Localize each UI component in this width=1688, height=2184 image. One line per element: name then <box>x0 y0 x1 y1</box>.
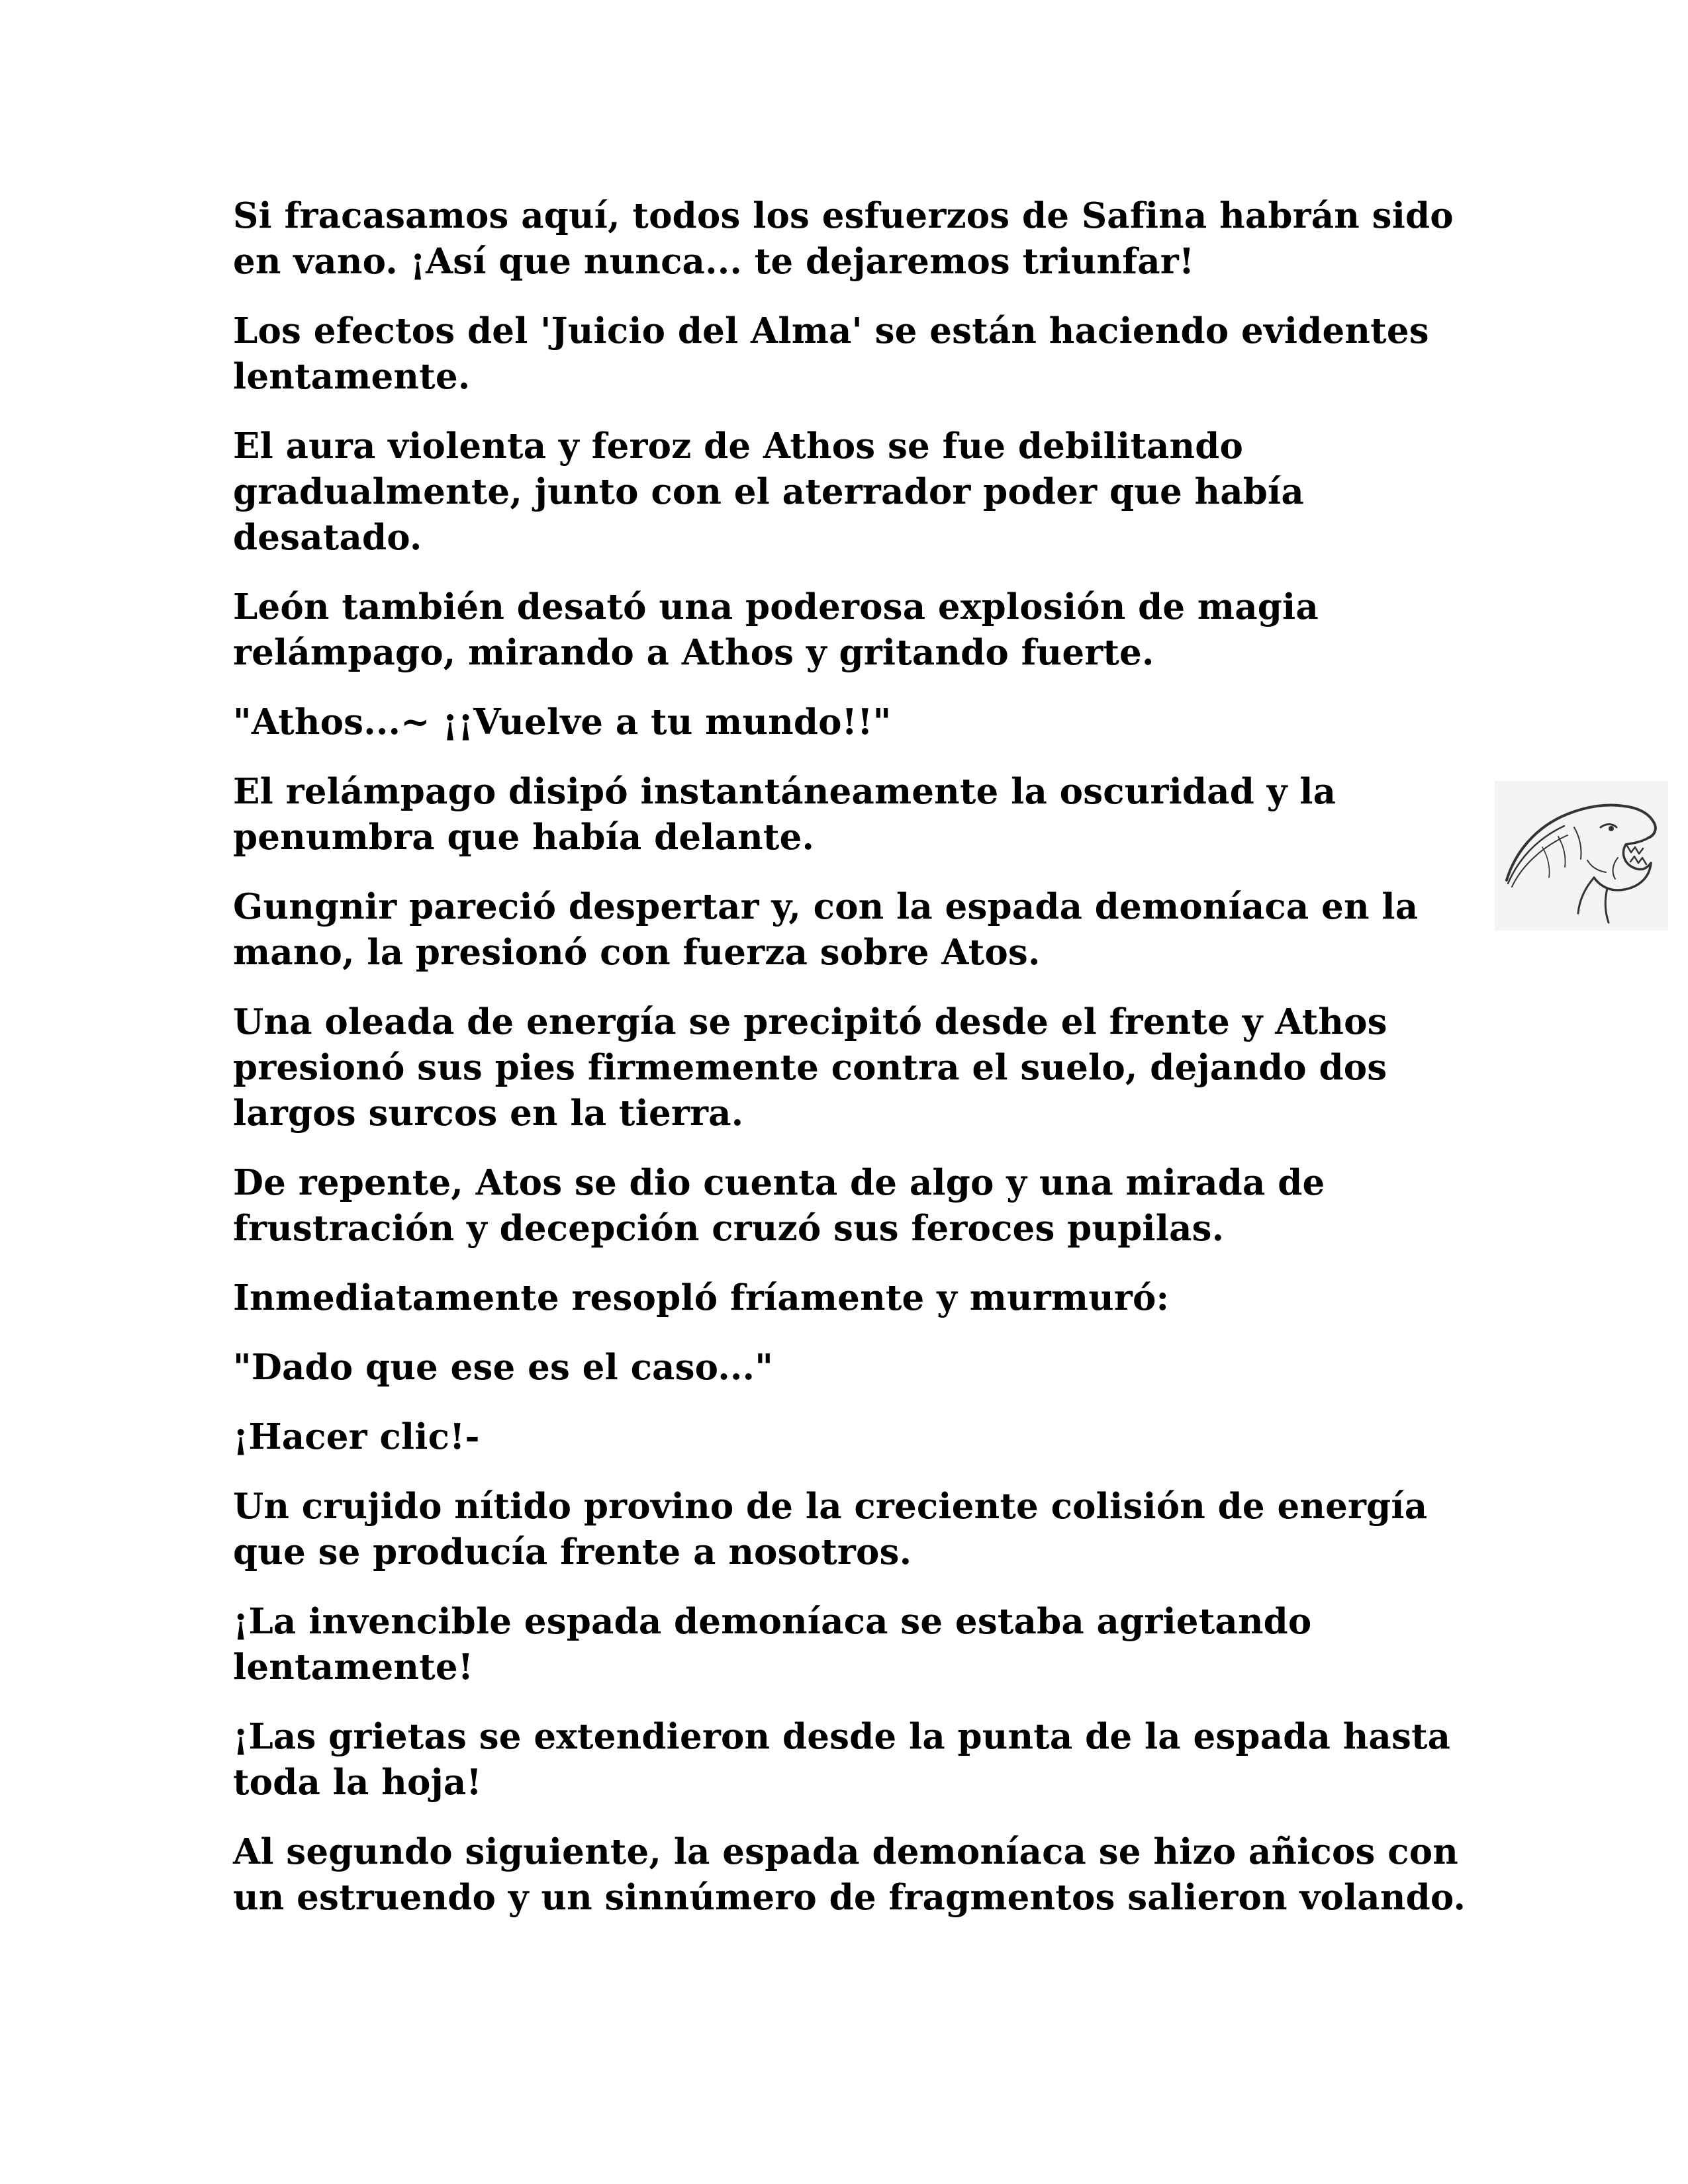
paragraph: Gungnir pareció despertar y, con la espada demoníaca en la mano, la presionó con fuerza sobre Atos. <box>233 886 1419 973</box>
paragraph: ¡Las grietas se extendieron desde la punta de la espada hasta toda la hoja! <box>233 1716 1451 1803</box>
paragraph: Una oleada de energía se precipitó desde el frente y Athos presionó sus pies firmemente contra el suelo, dejando dos largos surcos en la tierra. <box>233 1001 1387 1134</box>
paragraph: "Athos...~ ¡¡Vuelve a tu mundo!!" <box>233 702 892 743</box>
paragraph: Un crujido nítido provino de la creciente colisión de energía que se producía frente a nosotros. <box>233 1486 1428 1572</box>
paragraph: Los efectos del 'Juicio del Alma' se están haciendo evidentes lentamente. <box>233 310 1429 397</box>
paragraph: El relámpago disipó instantáneamente la oscuridad y la penumbra que había delante. <box>233 771 1336 858</box>
dinosaur-sketch-icon <box>1495 781 1668 931</box>
paragraph: Si fracasamos aquí, todos los esfuerzos de Safina habrán sido en vano. ¡Así que nunca... te dejaremos triunfar! <box>233 195 1454 282</box>
paragraph: ¡La invencible espada demoníaca se estaba agrietando lentamente! <box>233 1601 1312 1688</box>
paragraph: León también desató una poderosa explosión de magia relámpago, mirando a Athos y gritando fuerte. <box>233 586 1319 673</box>
paragraph: Inmediatamente resopló fríamente y murmuró: <box>233 1277 1170 1318</box>
paragraph: Al segundo siguiente, la espada demoníaca se hizo añicos con un estruendo y un sinnúmero de fragmentos salieron volando. <box>233 1831 1466 1918</box>
paragraph: El aura violenta y feroz de Athos se fue debilitando gradualmente, junto con el aterrador poder que había desatado. <box>233 426 1304 558</box>
paragraph: De repente, Atos se dio cuenta de algo y una mirada de frustración y decepción cruzó sus feroces pupilas. <box>233 1162 1325 1249</box>
story-text <box>233 193 1477 1944</box>
paragraph: "Dado que ese es el caso..." <box>233 1347 774 1388</box>
paragraph: ¡Hacer clic!- <box>233 1416 480 1457</box>
dinosaur-sketch-drawing <box>1495 781 1668 931</box>
